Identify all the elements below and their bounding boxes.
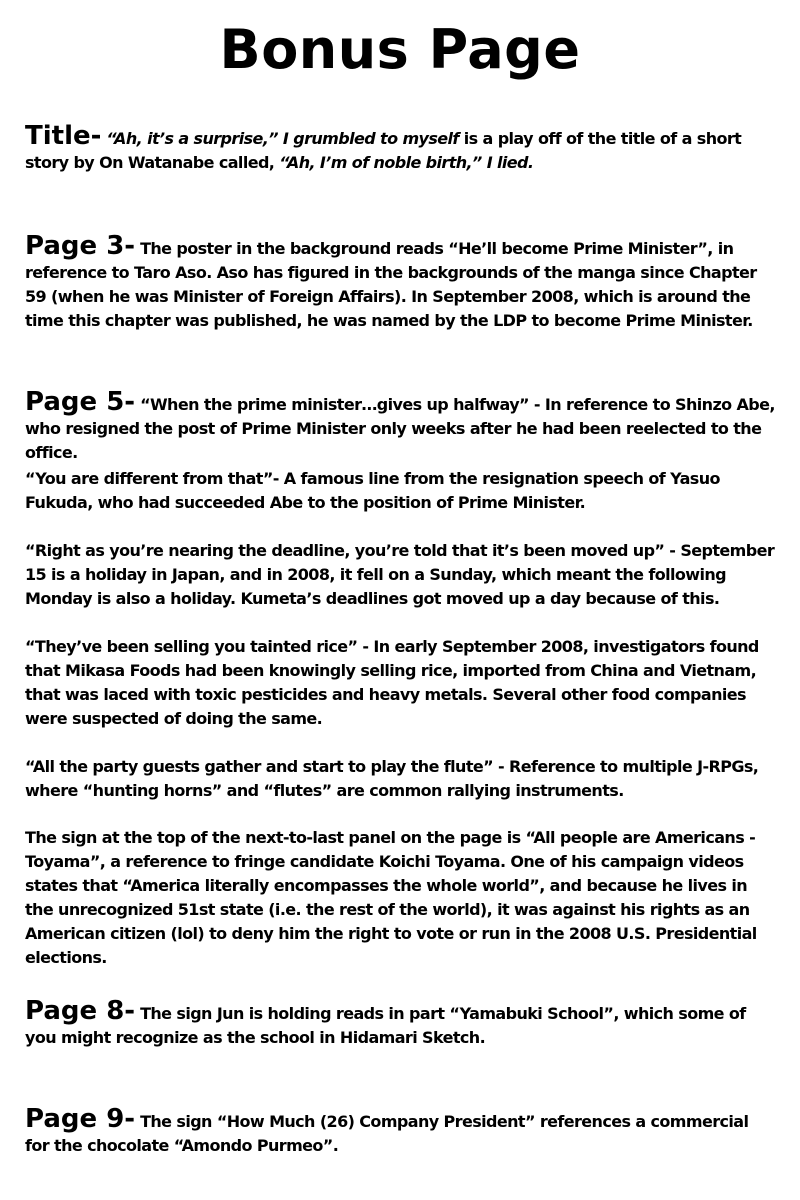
- page8-note: [25, 996, 775, 1050]
- title-quote-1: “Ah, it’s a surprise,” I grumbled to myself: [106, 129, 459, 148]
- title-note-paragraph: [25, 121, 775, 175]
- page3-paragraph: [25, 231, 775, 333]
- page5-heading: Page 5-: [25, 387, 136, 417]
- page5-paragraph-3: “Right as you’re nearing the deadline, you’re told that it’s been moved up” - September 15 is a holiday in Japan, and in 2008, it fell on a Sunday, which meant the following Monday is also a holiday. Kumeta’s deadlines got moved up a day because of this.: [25, 541, 775, 608]
- page8-paragraph: [25, 996, 775, 1050]
- page5-paragraph-5: “All the party guests gather and start to play the flute” - Reference to multiple J-RPGs, where “hunting horns” and “flutes” are common rallying instruments.: [25, 757, 759, 800]
- page3-heading: Page 3-: [25, 231, 136, 261]
- page5-text-1: “When the prime minister…gives up halfway” - In reference to Shinzo Abe, who resigned the post of Prime Minister only weeks after he had been reelected to the office.: [25, 395, 775, 462]
- title-note: [25, 121, 775, 175]
- page9-note: [25, 1104, 775, 1158]
- page5-paragraph-4: “They’ve been selling you tainted rice” - In early September 2008, investigators found that Mikasa Foods had been knowingly selling rice, imported from China and Vietnam, that was laced with toxic pesticides and heavy metals. Several other food companies were suspected of doing the same.: [25, 637, 759, 728]
- page3-note: [25, 231, 775, 333]
- page9-heading: Page 9-: [25, 1104, 136, 1134]
- page5-note-2: [25, 467, 775, 515]
- page5-paragraph-6: The sign at the top of the next-to-last panel on the page is “All people are Americans -Toyama”, a reference to fringe candidate Koichi Toyama. One of his campaign videos states that “America literally encompasses the whole world”, and because he lives in the unrecognized 51st state (i.e. the rest of the world), it was against his rights as an American citizen (lol) to deny him the right to vote or run in the 2008 U.S. Presidential elections.: [25, 828, 757, 967]
- page9-paragraph: [25, 1104, 775, 1158]
- page5-paragraph-2: “You are different from that”- A famous line from the resignation speech of Yasuo Fukuda, who had succeeded Abe to the position of Prime Minister.: [25, 469, 720, 512]
- page9-text: The sign “How Much (26) Company President” references a commercial for the chocolate “Amondo Purmeo”.: [25, 1112, 749, 1155]
- page5-note-6: [25, 826, 775, 970]
- page8-text: The sign Jun is holding reads in part “Yamabuki School”, which some of you might recognize as the school in Hidamari Sketch.: [25, 1004, 746, 1047]
- page-title: Bonus Page: [219, 18, 581, 81]
- page5-note-4: [25, 635, 775, 731]
- title-note-text: is a play off of the title of a short story by On Watanabe called,: [25, 129, 742, 172]
- page5-note: [25, 387, 775, 465]
- page5-note-5: [25, 755, 775, 803]
- title-heading: Title-: [25, 121, 102, 151]
- page5-note-3: [25, 539, 775, 611]
- page8-heading: Page 8-: [25, 996, 136, 1026]
- title-quote-2: “Ah, I’m of noble birth,” I lied.: [279, 153, 534, 172]
- page3-text: The poster in the background reads “He’ll become Prime Minister”, in reference to Taro Aso. Aso has figured in the backgrounds of the manga since Chapter 59 (when he was Minister of Foreign Affairs). In September 2008, which is around the time this chapter was published, he was named by the LDP to become Prime Minister.: [25, 239, 757, 330]
- page5-paragraph-1: [25, 387, 775, 465]
